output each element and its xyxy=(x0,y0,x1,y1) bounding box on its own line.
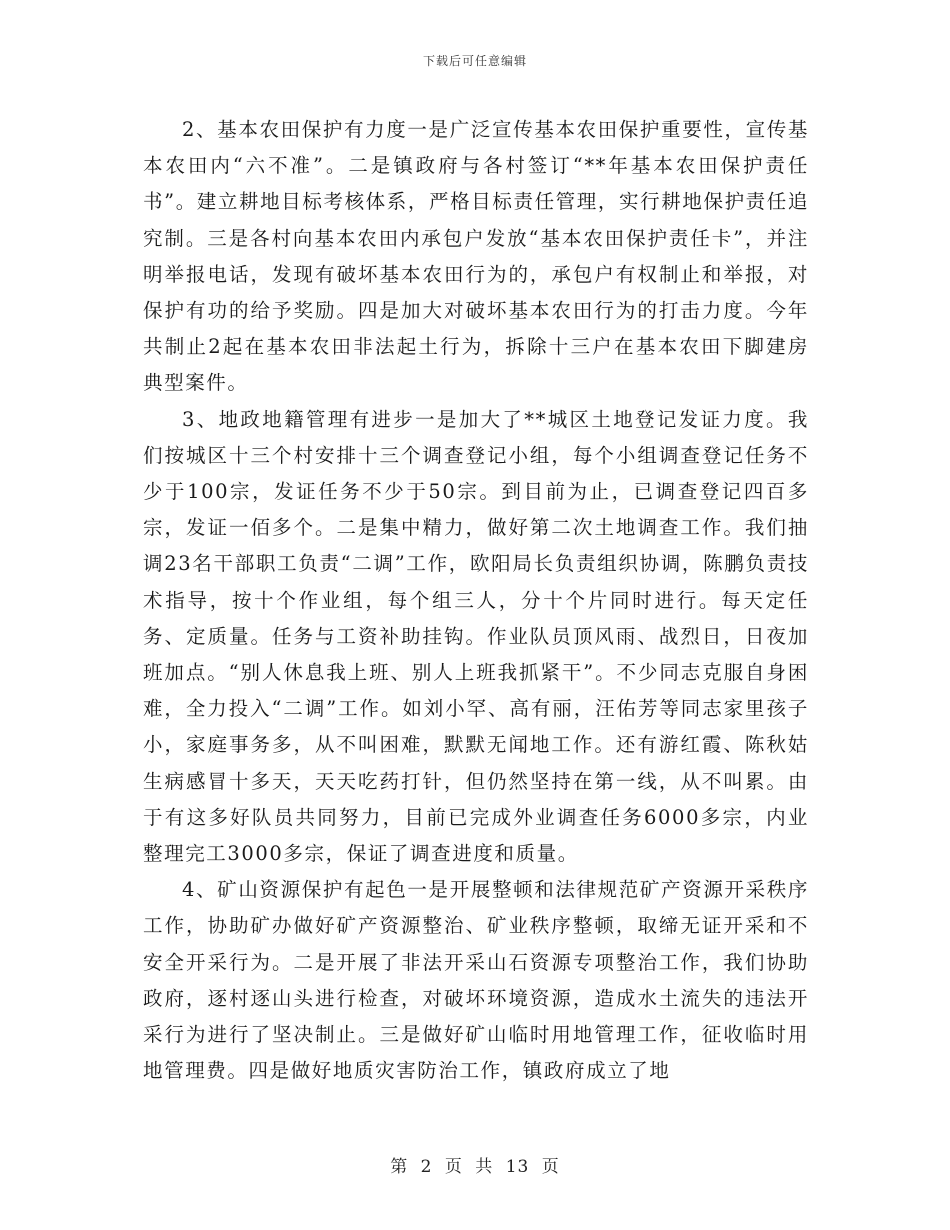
page-number: 第 2 页 共 13 页 xyxy=(390,1157,560,1177)
paragraph-land-registration: 3、地政地籍管理有进步一是加大了**城区土地登记发证力度。我们按城区十三个村安排十三个调查登记小组，每个小组调查登记任务不少于100宗，发证任务不少于50宗。到目前为止，已调查登记四百多宗，发证一佰多个。二是集中精力，做好第二次土地调查工作。我们抽调23名干部职工负责“二调”工作，欧阳局长负责组织协调，陈鹏负责技术指导，按十个作业组，每个组三人，分十个片同时进行。每天定任务、定质量。任务与工资补助挂钩。作业队员顶风雨、战烈日，日夜加班加点。“别人休息我上班、别人上班我抓紧干”。不少同志克服自身困难，全力投入“二调”工作。如刘小罕、高有丽，汪佑芳等同志家里孩子小，家庭事务多，从不叫困难，默默无闻地工作。还有游红霞、陈秋姑生病感冒十多天，天天吃药打针，但仍然坚持在第一线，从不叫累。由于有这多好队员共同努力，目前已完成外业调查任务6000多宗，内业整理完工3000多宗，保证了调查进度和质量。 xyxy=(143,407,809,866)
document-body xyxy=(143,112,809,1089)
header-note: 下载后可任意编辑 xyxy=(422,54,527,68)
paragraph-mineral-resources: 4、矿山资源保护有起色一是开展整顿和法律规范矿产资源开采秩序工作，协助矿办做好矿产资源整治、矿业秩序整顿，取缔无证开采和不安全开采行为。二是开展了非法开采山石资源专项整治工作，我们协助政府，逐村逐山头进行检查，对破坏环境资源，造成水土流失的违法开采行为进行了坚决制止。三是做好矿山临时用地管理工作，征收临时用地管理费。四是做好地质灾害防治工作，镇政府成立了地 xyxy=(143,878,809,1083)
paragraph-farmland-protection: 2、基本农田保护有力度一是广泛宣传基本农田保护重要性，宣传基本农田内“六不准”。二是镇政府与各村签订“**年基本农田保护责任书”。建立耕地目标考核体系，严格目标责任管理，实行耕地保护责任追究制。三是各村向基本农田内承包户发放“基本农田保护责任卡”，并注明举报电话，发现有破坏基本农田行为的，承包户有权制止和举报，对保护有功的给予奖励。四是加大对破坏基本农田行为的打击力度。今年共制止2起在基本农田非法起土行为，拆除十三户在基本农田下脚建房典型案件。 xyxy=(143,118,809,395)
